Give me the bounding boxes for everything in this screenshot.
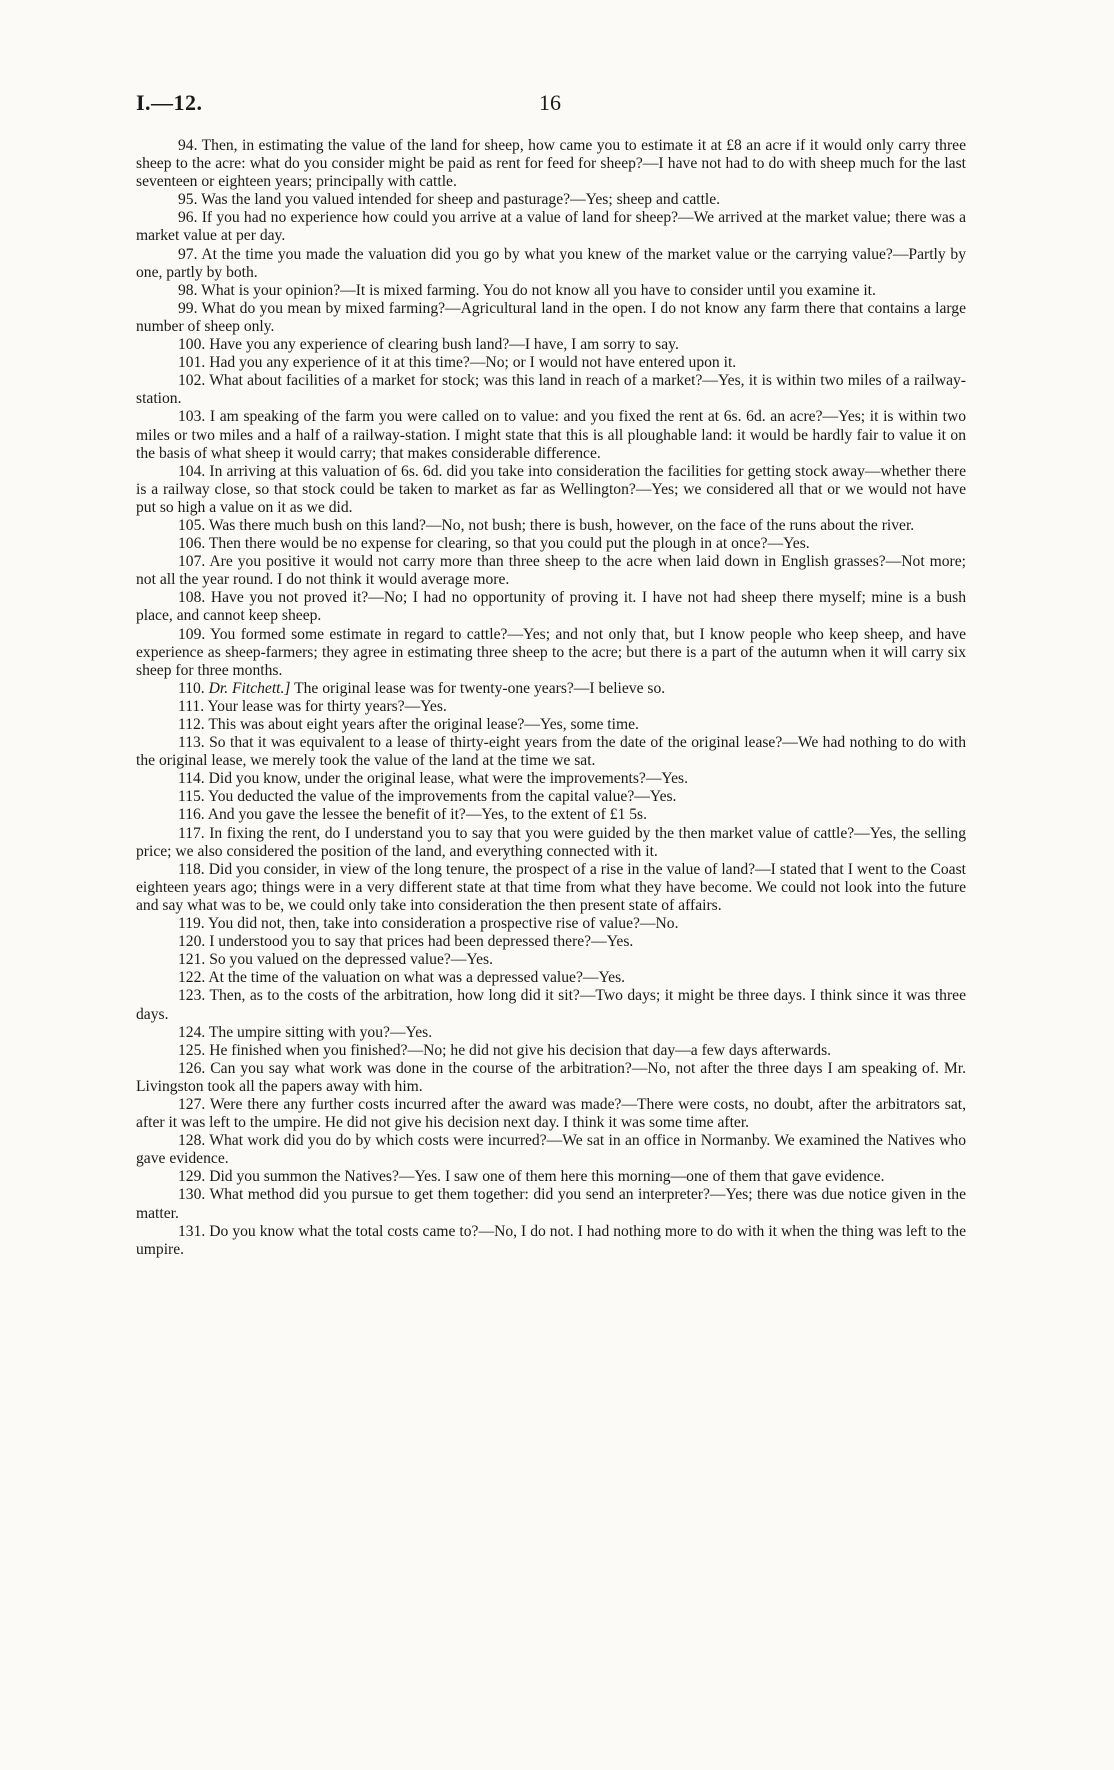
page-number: 16 [539,90,561,115]
question-98: 98. What is your opinion?—It is mixed farming. You do not know all you have to consider until you examine it. [178,281,876,299]
question-113: 113. So that it was equivalent to a lease of thirty-eight years from the date of the original lease?—We had nothing to do with the original lease, we merely took the value of the land at the time we sat. [136,734,966,770]
question-119: 119. You did not, then, take into consideration a prospective rise of value?—No. [178,915,679,933]
question-94: 94. Then, in estimating the value of the land for sheep, how came you to estimate it at £8 an acre if it would only carry three sheep to the acre: what do you consider might be paid as rent for feed for sheep?—I have not had to do with sheep much for the last seventeen or eighteen years; principally with cattle. [136,137,966,191]
question-122: 122. At the time of the valuation on what was a depressed value?—Yes. [178,969,626,987]
question-105: 105. Was there much bush on this land?—No, not bush; there is bush, however, on the face of the runs about the river. [178,516,915,534]
question-127: 127. Were there any further costs incurred after the award was made?—There were costs, no doubt, after the arbitrators sat, after it was left to the umpire. He did not give his decision next day. I think it was some time after. [136,1095,966,1132]
question-120: 120. I understood you to say that prices had been depressed there?—Yes. [178,933,634,951]
page-header [136,90,966,120]
question-123: 123. Then, as to the costs of the arbitration, how long did it sit?—Two days; it might be three days. I think since it was three days. [136,987,966,1023]
question-131: 131. Do you know what the total costs came to?—No, I do not. I had nothing more to do with it when the thing was left to the umpire. [136,1222,966,1258]
question-109: 109. You formed some estimate in regard to cattle?—Yes; and not only that, but I know people who keep sheep, and have experience as sheep-farmers; they agree in estimating three sheep to the acre; but there is a part of the autumn when it will carry six sheep for three months. [136,625,966,679]
question-116: 116. And you gave the lessee the benefit of it?—Yes, to the extent of £1 5s. [178,806,648,824]
question-111: 111. Your lease was for thirty years?—Yes. [178,697,447,715]
question-99: 99. What do you mean by mixed farming?—Agricultural land in the open. I do not know any farm there that contains a large number of sheep only. [136,299,966,335]
question-118: 118. Did you consider, in view of the long tenure, the prospect of a rise in the value of land?—I stated that I went to the Coast eighteen years ago; things were in a very different state at that time from what they have become. We could not look into the future and say what was to be, we could only take into consideration the then present state of affairs. [136,860,966,914]
question-97: 97. At the time you made the valuation did you go by what you knew of the market value or the carrying value?—Partly by one, partly by both. [136,245,966,281]
question-115: 115. You deducted the value of the improvements from the capital value?—Yes. [178,788,677,806]
question-95: 95. Was the land you valued intended for sheep and pasturage?—Yes; sheep and cattle. [178,191,721,209]
question-117: 117. In fixing the rent, do I understand you to say that you were guided by the then market value of cattle?—Yes, the selling price; we also considered the position of the land, and everything connected with it. [136,824,966,860]
question-103: 103. I am speaking of the farm you were called on to value: and you fixed the rent at 6s. 6d. an acre?—Yes; it is within two miles or two miles and a half of a railway-station. I might state that this is all ploughable land: it would be hardly fair to value it on the basis of what sheep it would carry; that makes considerable difference. [136,408,966,462]
document-reference: I.—12. [136,90,203,115]
question-129: 129. Did you summon the Natives?—Yes. I saw one of them here this morning—one of them that gave evidence. [178,1168,885,1186]
question-text: The original lease was for twenty-one years?—I believe so. [290,679,666,697]
question-104: 104. In arriving at this valuation of 6s. 6d. did you take into consideration the facilities for getting stock away—whether there is a railway close, so that stock could be taken to market as far as Wellington?—Yes; we considered all that or we would not have put so high a value on it as we did. [136,462,966,516]
question-100: 100. Have you any experience of clearing bush land?—I have, I am sorry to say. [178,336,679,354]
question-106: 106. Then there would be no expense for clearing, so that you could put the plough in at once?—Yes. [178,535,810,553]
testimony-body [136,137,966,1259]
question-128: 128. What work did you do by which costs were incurred?—We sat in an office in Normanby. We examined the Natives who gave evidence. [136,1132,966,1168]
question-114: 114. Did you know, under the original lease, what were the improvements?—Yes. [178,770,689,788]
question-number: 110. [178,679,205,697]
question-126: 126. Can you say what work was done in the course of the arbitration?—No, not after the three days I am speaking of. Mr. Livingston took all the papers away with him. [136,1059,966,1095]
question-125: 125. He finished when you finished?—No; he did not give his decision that day—a few days afterwards. [178,1041,832,1059]
question-130: 130. What method did you pursue to get them together: did you send an interpreter?—Yes; there was due notice given in the matter. [136,1186,966,1222]
question-101: 101. Had you any experience of it at this time?—No; or I would not have entered upon it. [178,354,737,372]
question-107: 107. Are you positive it would not carry more than three sheep to the acre when laid down in English grasses?—Not more; not all the year round. I do not think it would average more. [136,553,966,589]
question-121: 121. So you valued on the depressed value?—Yes. [178,951,494,969]
question-110 [136,680,966,698]
question-108: 108. Have you not proved it?—No; I had no opportunity of proving it. I have not had sheep there myself; mine is a bush place, and cannot keep sheep. [136,589,966,625]
question-102: 102. What about facilities of a market for stock; was this land in reach of a market?—Yes, it is within two miles of a railway-station. [136,372,966,408]
question-124: 124. The umpire sitting with you?—Yes. [178,1023,433,1041]
question-96: 96. If you had no experience how could you arrive at a value of land for sheep?—We arrived at the market value; there was a market value at per day. [136,209,966,245]
question-112: 112. This was about eight years after the original lease?—Yes, some time. [178,716,639,733]
speaker-name: Dr. Fitchett.] [208,679,291,697]
